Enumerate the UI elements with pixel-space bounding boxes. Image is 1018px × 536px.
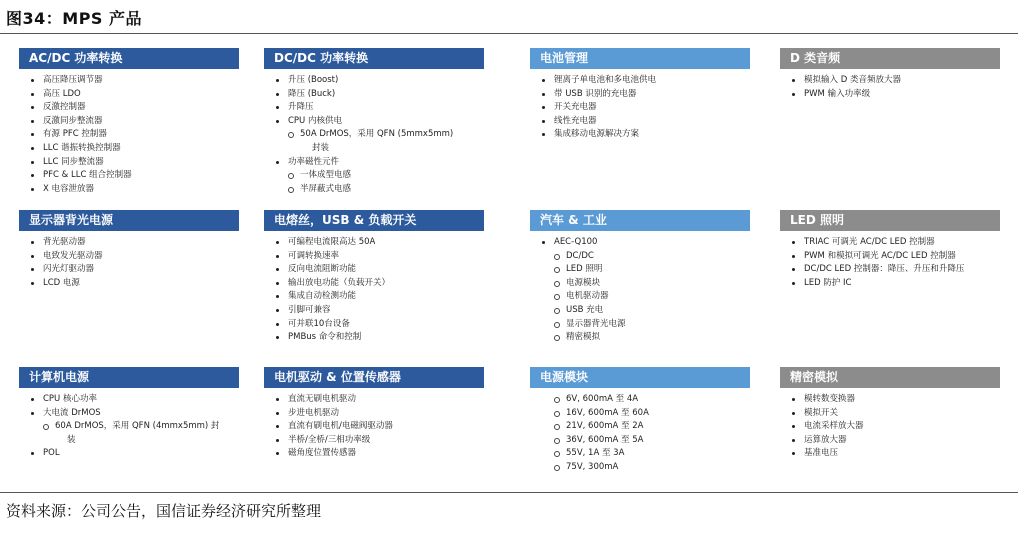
card-title: AC/DC 功率转换 xyxy=(19,48,239,69)
card-power-module xyxy=(530,367,750,475)
list-item: 模转数变换器 xyxy=(780,393,1000,407)
list-item: 可编程电流限高达 50A xyxy=(264,236,484,250)
list-item: 基准电压 xyxy=(780,447,1000,461)
list-item: LCD 电源 xyxy=(19,277,239,291)
list-item: 60A DrMOS，采用 QFN (4mmx5mm) 封 xyxy=(19,420,239,434)
card-efuse-usb xyxy=(264,210,484,345)
card-led-lighting xyxy=(780,210,1000,290)
list-item: 模拟开关 xyxy=(780,407,1000,421)
list-item: CPU 内核供电 xyxy=(264,115,484,129)
card-computer-power xyxy=(19,367,239,461)
list-item: 50A DrMOS，采用 QFN (5mmx5mm) xyxy=(264,128,484,142)
list-item: 功率磁性元件 xyxy=(264,156,484,170)
list-item: 精密模拟 xyxy=(530,331,750,345)
list-item: 背光驱动器 xyxy=(19,236,239,250)
list-item: DC/DC xyxy=(530,250,750,264)
list-item: 闪光灯驱动器 xyxy=(19,263,239,277)
card-dc-dc xyxy=(264,48,484,196)
list-item: USB 充电 xyxy=(530,304,750,318)
card-item-list xyxy=(780,393,1000,461)
list-item: 电机驱动器 xyxy=(530,290,750,304)
list-item: 显示器背光电源 xyxy=(530,318,750,332)
card-title: 电熔丝，USB & 负载开关 xyxy=(264,210,484,231)
list-item: 大电流 DrMOS xyxy=(19,407,239,421)
list-item: 75V, 300mA xyxy=(530,461,750,475)
card-item-list xyxy=(780,74,1000,101)
card-title: 显示器背光电源 xyxy=(19,210,239,231)
list-item: 封装 xyxy=(312,142,330,153)
card-title: LED 照明 xyxy=(780,210,1000,231)
list-item: 6V, 600mA 至 4A xyxy=(530,393,750,407)
list-item: PWM 和模拟可调光 AC/DC LED 控制器 xyxy=(780,250,1000,264)
list-item: 装 xyxy=(67,434,76,445)
card-title: 精密模拟 xyxy=(780,367,1000,388)
list-item: 电源模块 xyxy=(530,277,750,291)
card-precision-analog xyxy=(780,367,1000,461)
list-item: 36V, 600mA 至 5A xyxy=(530,434,750,448)
card-item-list xyxy=(780,236,1000,290)
card-item-list xyxy=(530,236,750,345)
list-item: 带 USB 识别的充电器 xyxy=(530,88,750,102)
list-item: 反向电流阻断功能 xyxy=(264,263,484,277)
card-item-list xyxy=(530,393,750,475)
card-title: 汽车 & 工业 xyxy=(530,210,750,231)
list-item: AEC-Q100 xyxy=(530,236,750,250)
list-item: 直流无刷电机驱动 xyxy=(264,393,484,407)
list-item: 模拟输入 D 类音频放大器 xyxy=(780,74,1000,88)
list-item: 21V, 600mA 至 2A xyxy=(530,420,750,434)
card-item-list xyxy=(264,74,484,196)
list-item: 集成自动检测功能 xyxy=(264,290,484,304)
list-item: LLC 同步整流器 xyxy=(19,156,239,170)
card-item-list xyxy=(19,393,239,461)
list-item: 高压降压调节器 xyxy=(19,74,239,88)
list-item: 反激控制器 xyxy=(19,101,239,115)
card-ac-dc xyxy=(19,48,239,196)
list-item: 直流有刷电机/电磁阀驱动器 xyxy=(264,420,484,434)
card-title: 电源模块 xyxy=(530,367,750,388)
list-item: 升降压 xyxy=(264,101,484,115)
list-item: 线性充电器 xyxy=(530,115,750,129)
list-item: PWM 输入功率级 xyxy=(780,88,1000,102)
list-item: LLC 谐振转换控制器 xyxy=(19,142,239,156)
list-item: 一体成型电感 xyxy=(264,169,484,183)
list-item: 电致发光驱动器 xyxy=(19,250,239,264)
card-title: 电机驱动 & 位置传感器 xyxy=(264,367,484,388)
card-title: 电池管理 xyxy=(530,48,750,69)
card-backlight xyxy=(19,210,239,290)
list-item: LED 照明 xyxy=(530,263,750,277)
top-divider xyxy=(0,33,1018,34)
bottom-divider xyxy=(0,492,1018,493)
list-item: PMBus 命令和控制 xyxy=(264,331,484,345)
card-item-list xyxy=(530,74,750,142)
card-class-d-audio xyxy=(780,48,1000,101)
list-item: POL xyxy=(19,447,239,461)
list-item: 运算放大器 xyxy=(780,434,1000,448)
list-item: DC/DC LED 控制器：降压、升压和升降压 xyxy=(780,263,1000,277)
source-note: 资料来源：公司公告，国信证券经济研究所整理 xyxy=(6,502,322,520)
card-item-list xyxy=(19,236,239,290)
card-auto-industrial xyxy=(530,210,750,345)
list-item: 开关充电器 xyxy=(530,101,750,115)
list-item: 锂离子单电池和多电池供电 xyxy=(530,74,750,88)
card-item-list xyxy=(264,236,484,345)
list-item: 55V, 1A 至 3A xyxy=(530,447,750,461)
list-item: 半桥/全桥/三相功率级 xyxy=(264,434,484,448)
list-item: CPU 核心功率 xyxy=(19,393,239,407)
list-item: 电流采样放大器 xyxy=(780,420,1000,434)
card-battery xyxy=(530,48,750,142)
list-item: TRIAC 可调光 AC/DC LED 控制器 xyxy=(780,236,1000,250)
list-item: 16V, 600mA 至 60A xyxy=(530,407,750,421)
list-item: 半屏蔽式电感 xyxy=(264,183,484,197)
list-item: LED 防护 IC xyxy=(780,277,1000,291)
list-item: 有源 PFC 控制器 xyxy=(19,128,239,142)
list-item: PFC & LLC 组合控制器 xyxy=(19,169,239,183)
list-item: 升压 (Boost) xyxy=(264,74,484,88)
figure-title: 图34：MPS 产品 xyxy=(6,9,143,28)
list-item: 集成移动电源解决方案 xyxy=(530,128,750,142)
list-item: 引脚可兼容 xyxy=(264,304,484,318)
card-item-list xyxy=(19,74,239,196)
card-title: 计算机电源 xyxy=(19,367,239,388)
list-item: 可并联10台设备 xyxy=(264,318,484,332)
list-item: X 电容泄放器 xyxy=(19,183,239,197)
card-motor-driver xyxy=(264,367,484,461)
list-item: 高压 LDO xyxy=(19,88,239,102)
card-item-list xyxy=(264,393,484,461)
card-title: DC/DC 功率转换 xyxy=(264,48,484,69)
list-item: 输出放电功能（负载开关） xyxy=(264,277,484,291)
card-title: D 类音频 xyxy=(780,48,1000,69)
list-item: 降压 (Buck) xyxy=(264,88,484,102)
list-item: 步进电机驱动 xyxy=(264,407,484,421)
list-item: 反激同步整流器 xyxy=(19,115,239,129)
list-item: 可调转换速率 xyxy=(264,250,484,264)
list-item: 磁角度位置传感器 xyxy=(264,447,484,461)
